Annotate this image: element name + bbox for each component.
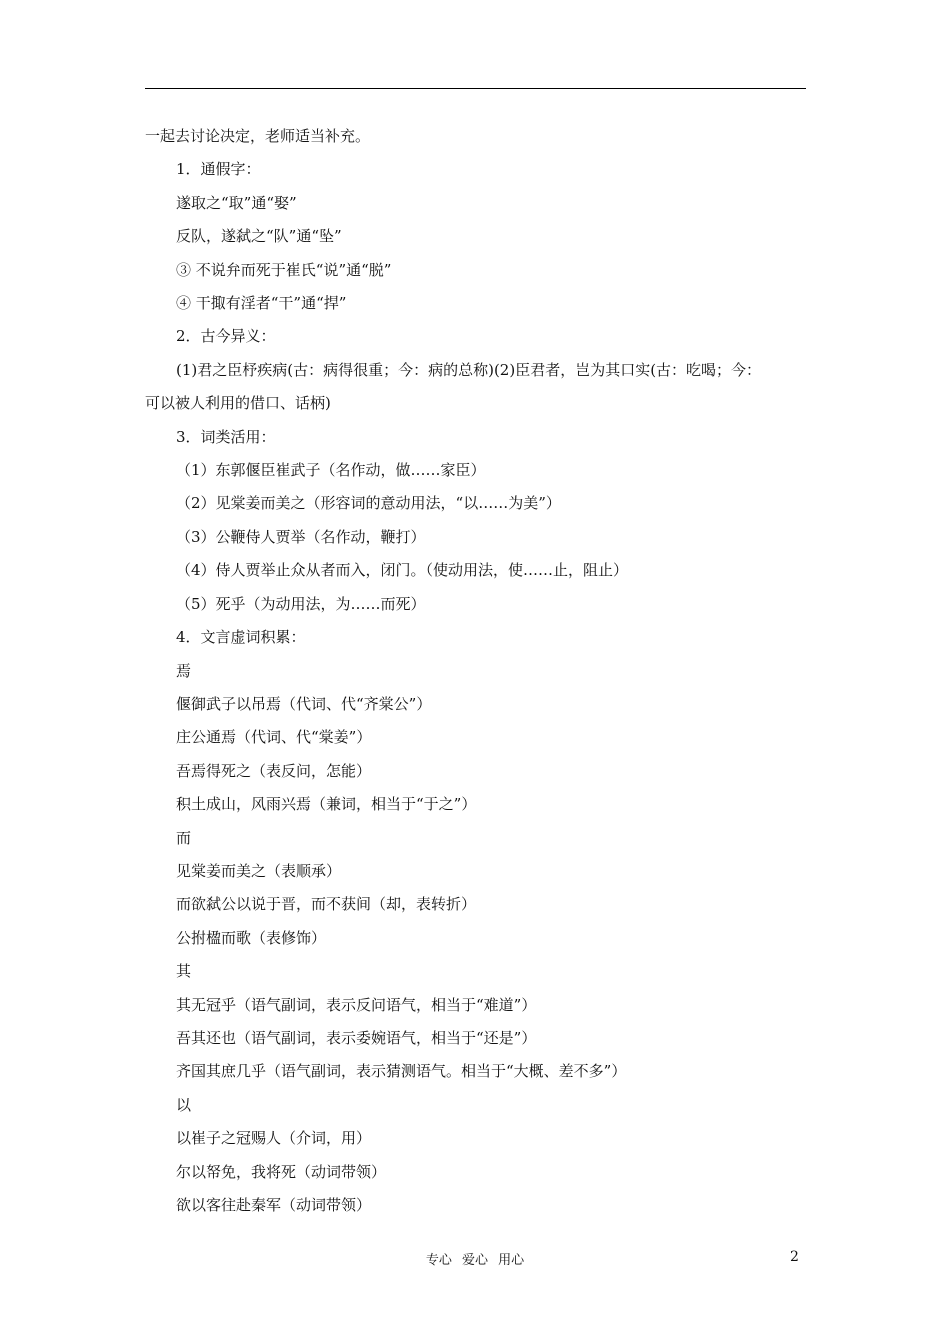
section-heading: 3．词类活用： — [176, 427, 276, 446]
word-heading: 其 — [176, 962, 192, 981]
footer-motto: 专心 爱心 用心 — [425, 1253, 525, 1268]
word-heading: 焉 — [176, 661, 192, 680]
paragraph-line: ④ 干掫有淫者“干”通“捍” — [176, 294, 347, 313]
paragraph-line: 而欲弑公以说于晋，而不获间（却，表转折） — [176, 895, 477, 914]
header-rule — [145, 88, 806, 89]
paragraph-line: 欲以客往赴秦军（动词带领） — [176, 1196, 372, 1214]
paragraph-line: 庄公通焉（代词、代“棠姜”） — [176, 728, 372, 747]
paragraph-line: 其无冠乎（语气副词，表示反问语气，相当于“难道”） — [176, 995, 537, 1014]
section-heading: 4．文言虚词积累： — [176, 628, 306, 647]
paragraph-line: （2）见棠姜而美之（形容词的意动用法，“以……为美”） — [176, 494, 561, 513]
section-heading: 1．通假字： — [176, 160, 261, 179]
paragraph-line: （1）东郭偃臣崔武子（名作动，做……家臣） — [176, 461, 486, 480]
document-body — [145, 120, 806, 1222]
page-number: 2 — [790, 1249, 799, 1265]
paragraph-line: 齐国其庶几乎（语气副词，表示猜测语气。相当于“大概、差不多”） — [176, 1062, 627, 1081]
paragraph-line: 以崔子之冠赐人（介词，用） — [176, 1129, 372, 1148]
paragraph-line: （5）死乎（为动用法，为……而死） — [176, 594, 426, 613]
paragraph-line: 遂取之“取”通“娶” — [176, 193, 297, 212]
paragraph-line: 尔以帑免，我将死（动词带领） — [176, 1162, 387, 1181]
paragraph-line: 公拊楹而歌（表修饰） — [176, 928, 327, 947]
section-heading: 2．古今异义： — [176, 327, 276, 346]
paragraph-line: 可以被人利用的借口、话柄) — [145, 394, 331, 413]
word-heading: 以 — [176, 1095, 192, 1114]
paragraph-line: 偃御武子以吊焉（代词、代“齐棠公”） — [176, 694, 432, 713]
paragraph-line: (1)君之臣杼疾病(古：病得很重；今：病的总称)(2)臣君者，岂为其口实(古：吃喝；今： — [176, 360, 762, 379]
paragraph-line: （4）侍人贾举止众从者而入，闭门。（使动用法，使……止，阻止） — [176, 561, 629, 580]
paragraph-line: 积土成山，风雨兴焉（兼词，相当于“于之”） — [176, 795, 477, 814]
paragraph-line: 吾焉得死之（表反问，怎能） — [176, 761, 372, 780]
paragraph-line: ③ 不说弁而死于崔氏“说”通“脱” — [176, 260, 392, 279]
paragraph-line: 见棠姜而美之（表顺承） — [176, 861, 342, 880]
word-heading: 而 — [176, 828, 192, 847]
paragraph-line: 吾其还也（语气副词，表示委婉语气，相当于“还是”） — [176, 1028, 537, 1047]
paragraph-line: 一起去讨论决定，老师适当补充。 — [145, 127, 371, 145]
paragraph-line: 反队，遂弑之“队”通“坠” — [176, 227, 342, 246]
paragraph-line: （3）公鞭侍人贾举（名作动，鞭打） — [176, 527, 426, 546]
